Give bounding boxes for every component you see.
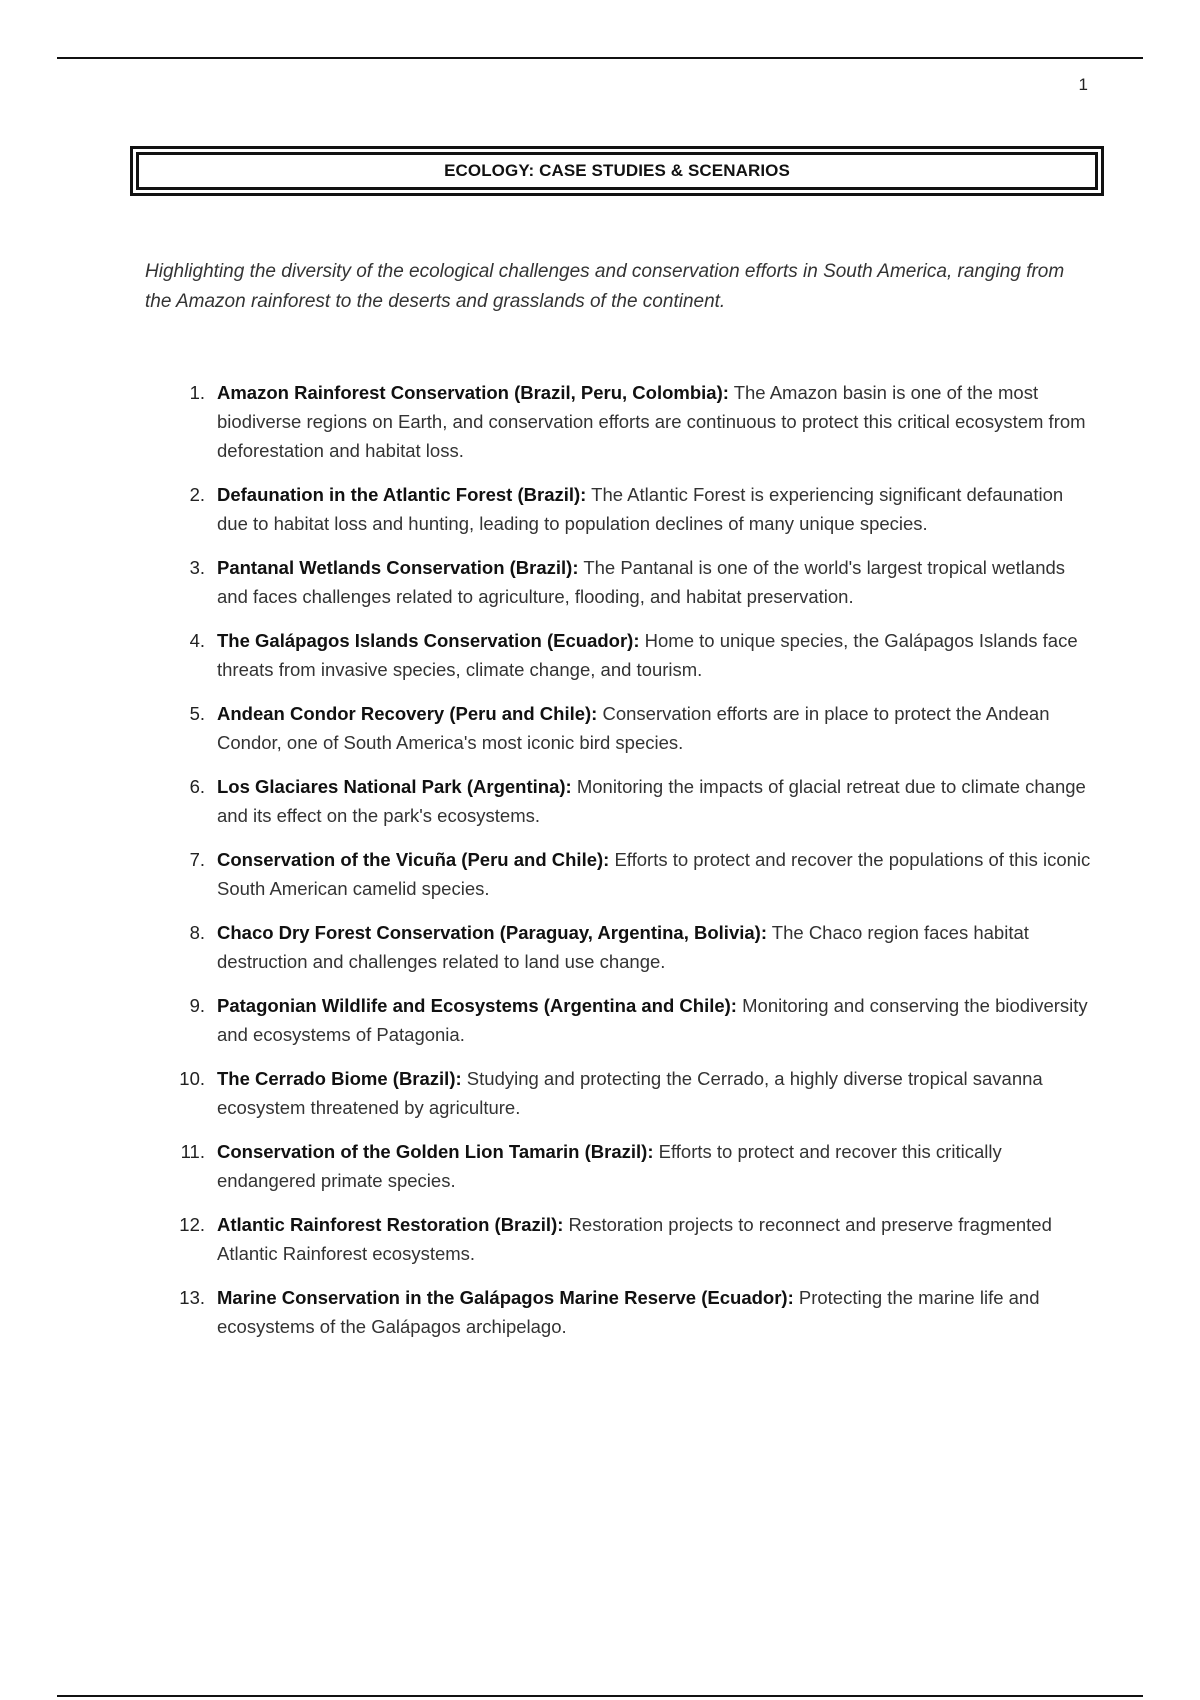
list-item-title: The Galápagos Islands Conservation (Ecuador):: [217, 630, 640, 651]
list-item-number: 5.: [189, 703, 205, 724]
page-number: 1: [1078, 75, 1088, 94]
list-item-text: Home to unique species, the Galápagos Islands face threats from invasive species, climate change, and tourism.: [217, 630, 1078, 680]
list-item-text: Restoration projects to reconnect and preserve fragmented Atlantic Rainforest ecosystems.: [217, 1214, 1052, 1264]
list-item: [145, 378, 1095, 465]
list-item-number: 4.: [189, 630, 205, 651]
list-item-number: 10.: [179, 1068, 205, 1089]
list-item-title: Conservation of the Vicuña (Peru and Chile):: [217, 849, 610, 870]
list-item-text: Conservation efforts are in place to protect the Andean Condor, one of South America's most iconic bird species.: [217, 703, 1050, 753]
list-item-title: The Cerrado Biome (Brazil):: [217, 1068, 462, 1089]
list-item-title: Andean Condor Recovery (Peru and Chile):: [217, 703, 598, 724]
list-item-title: Conservation of the Golden Lion Tamarin (Brazil):: [217, 1141, 654, 1162]
list-item: [145, 918, 1095, 976]
list-item: [145, 699, 1095, 757]
list-item: [145, 1210, 1095, 1268]
list-item-number: 1.: [189, 382, 205, 403]
list-item-number: 3.: [189, 557, 205, 578]
list-item-number: 6.: [189, 776, 205, 797]
list-item: [145, 772, 1095, 830]
list-item: [145, 1064, 1095, 1122]
list-item-title: Chaco Dry Forest Conservation (Paraguay, Argentina, Bolivia):: [217, 922, 767, 943]
list-item-text: Monitoring the impacts of glacial retreat due to climate change and its effect on the park's ecosystems.: [217, 776, 1086, 826]
list-item: [145, 553, 1095, 611]
page-title: ECOLOGY: CASE STUDIES & SCENARIOS: [136, 152, 1098, 190]
list-item-text: The Amazon basin is one of the most biodiverse regions on Earth, and conservation efforts are continuous to protect this critical ecosystem from deforestation and habitat loss.: [217, 382, 1086, 461]
title-box: [130, 146, 1104, 196]
list-item: [145, 991, 1095, 1049]
list-item-text: Efforts to protect and recover the populations of this iconic South American camelid species.: [217, 849, 1091, 899]
list-item-title: Amazon Rainforest Conservation (Brazil, Peru, Colombia):: [217, 382, 729, 403]
list-item-title: Los Glaciares National Park (Argentina):: [217, 776, 572, 797]
list-item: [145, 1283, 1095, 1341]
list-item-number: 9.: [189, 995, 205, 1016]
list-item-number: 2.: [189, 484, 205, 505]
list-item-number: 8.: [189, 922, 205, 943]
header-rule: [57, 57, 1143, 59]
list-item-number: 13.: [179, 1287, 205, 1308]
list-item-text: Monitoring and conserving the biodiversity and ecosystems of Patagonia.: [217, 995, 1088, 1045]
list-item-text: Studying and protecting the Cerrado, a highly diverse tropical savanna ecosystem threatened by agriculture.: [217, 1068, 1043, 1118]
list-item: [145, 1137, 1095, 1195]
list-item-text: The Pantanal is one of the world's largest tropical wetlands and faces challenges related to agriculture, flooding, and habitat preservation.: [217, 557, 1066, 607]
intro-paragraph: Highlighting the diversity of the ecological challenges and conservation efforts in South America, ranging from the Amazon rainforest to the deserts and grasslands of the continent.: [145, 261, 1065, 312]
list-item-text: The Chaco region faces habitat destruction and challenges related to land use change.: [217, 922, 1029, 972]
list-item-text: Protecting the marine life and ecosystems of the Galápagos archipelago.: [217, 1287, 1040, 1337]
list-item-title: Atlantic Rainforest Restoration (Brazil):: [217, 1214, 564, 1235]
list-item-text: The Atlantic Forest is experiencing significant defaunation due to habitat loss and hunting, leading to population declines of many unique species.: [217, 484, 1064, 534]
list-item: [145, 845, 1095, 903]
list-item: [145, 480, 1095, 538]
list-item-title: Marine Conservation in the Galápagos Marine Reserve (Ecuador):: [217, 1287, 794, 1308]
list-item: [145, 626, 1095, 684]
list-item-number: 7.: [189, 849, 205, 870]
list-item-title: Patagonian Wildlife and Ecosystems (Argentina and Chile):: [217, 995, 737, 1016]
list-item-title: Pantanal Wetlands Conservation (Brazil):: [217, 557, 579, 578]
list-item-title: Defaunation in the Atlantic Forest (Brazil):: [217, 484, 587, 505]
footer-rule: [57, 1695, 1143, 1697]
case-study-list: [145, 378, 1095, 1356]
list-item-number: 11.: [180, 1141, 205, 1162]
list-item-number: 12.: [179, 1214, 205, 1235]
list-item-text: Efforts to protect and recover this critically endangered primate species.: [217, 1141, 1002, 1191]
